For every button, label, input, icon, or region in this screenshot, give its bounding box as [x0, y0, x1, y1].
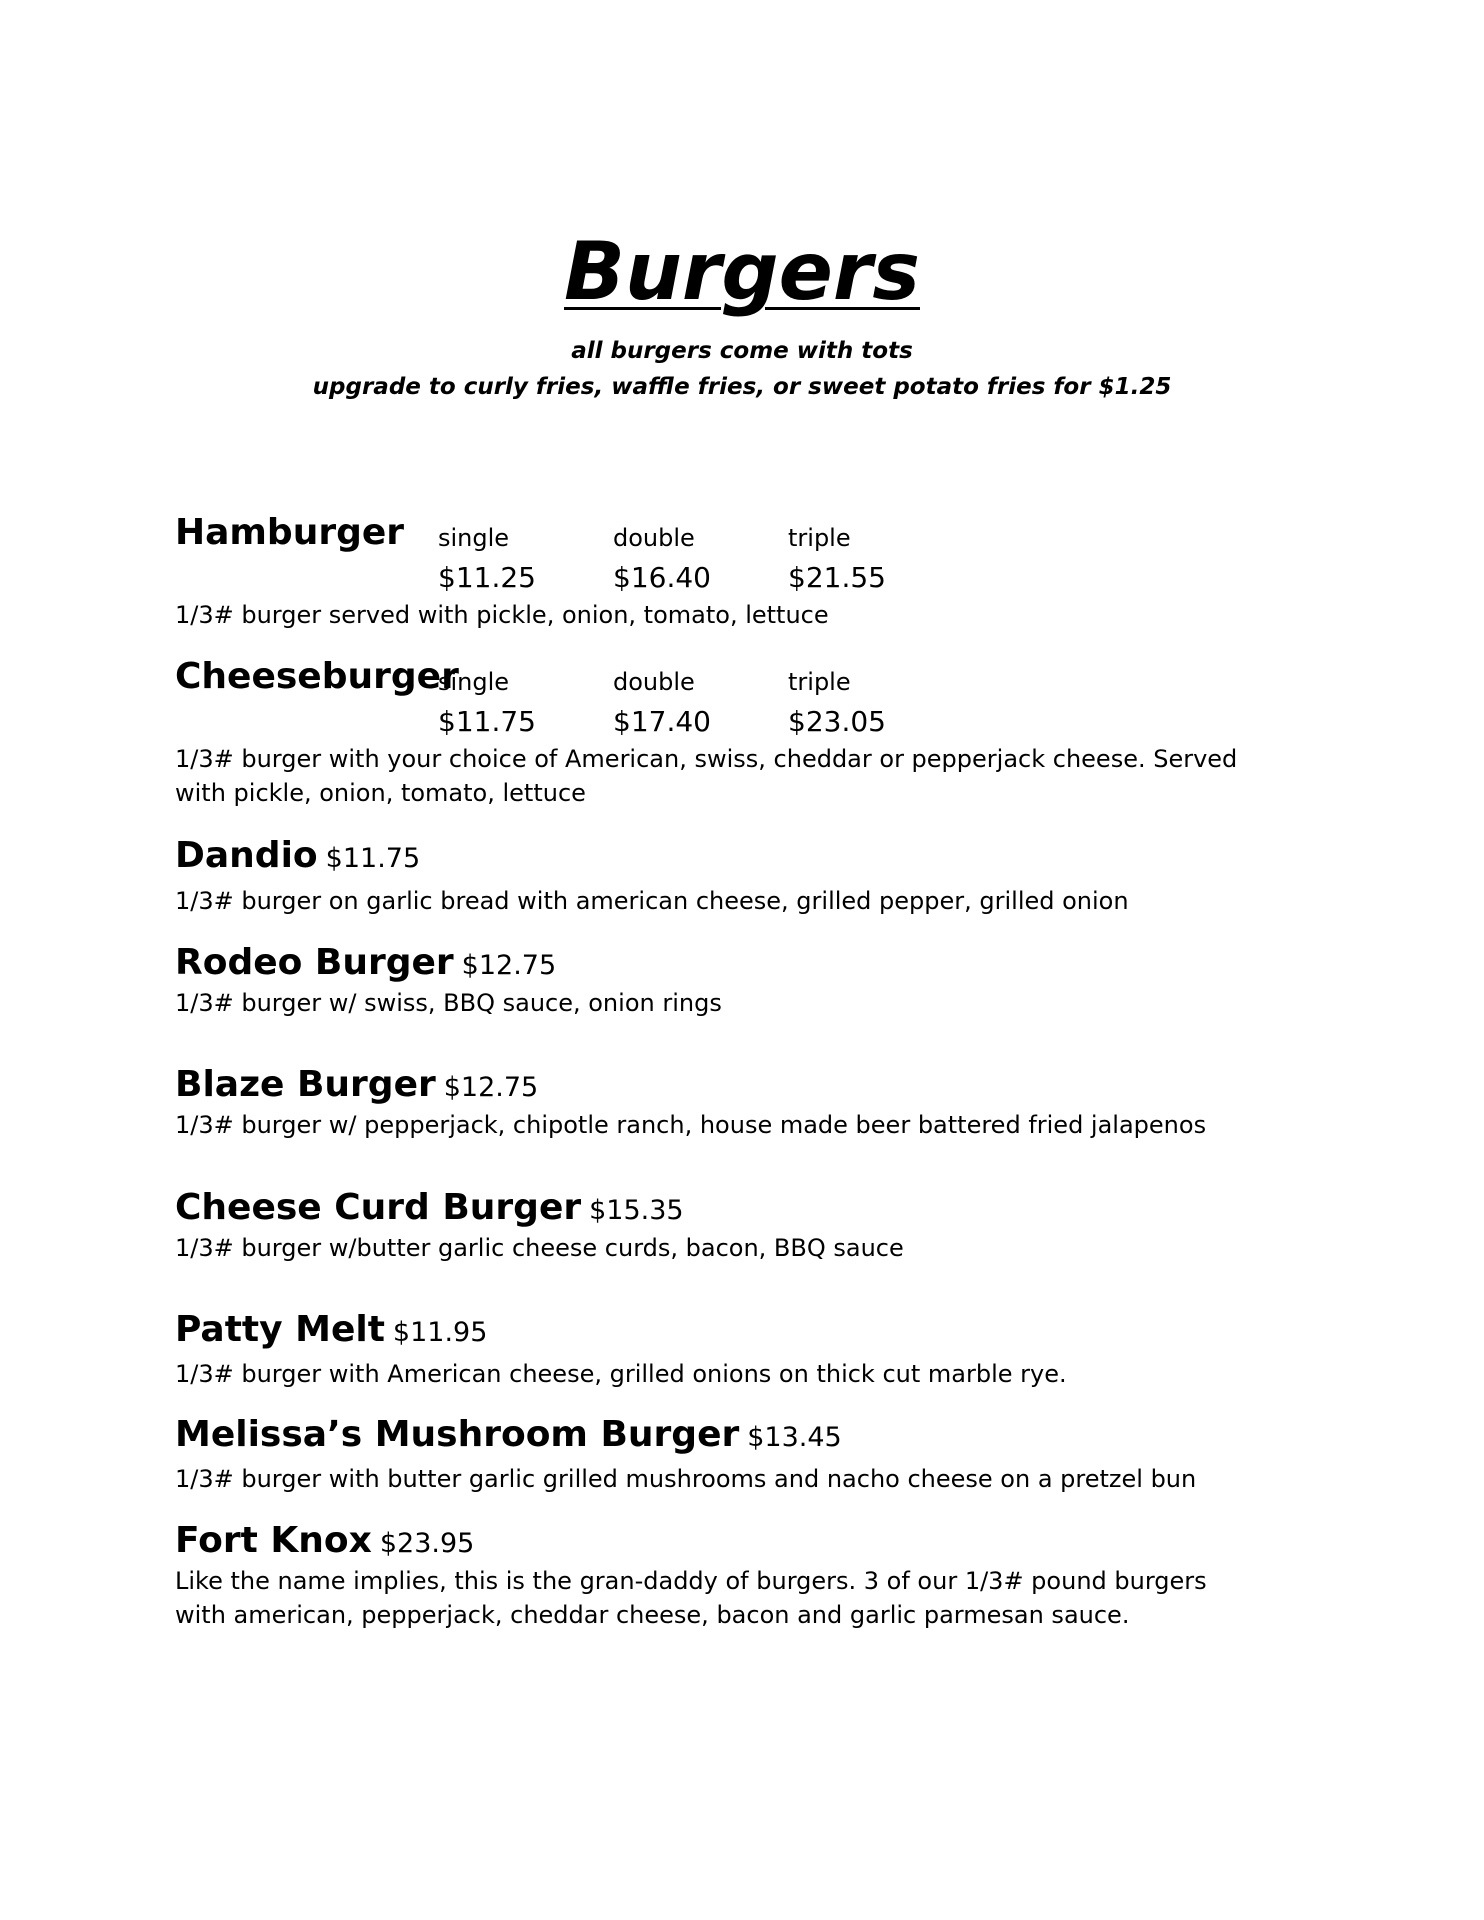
item-desc-dandio: 1/3# burger on garlic bread with american cheese, grilled pepper, grilled onion — [175, 887, 1129, 915]
price-single: $11.75 — [438, 705, 536, 738]
subtitle-tots: all burgers come with tots — [571, 338, 913, 364]
item-name: Cheese Curd Burger — [175, 1187, 582, 1228]
price-double: $17.40 — [613, 705, 711, 738]
menu-item-fort-knox — [175, 1520, 475, 1561]
size-label-double: double — [613, 668, 695, 696]
menu-item-patty-melt — [175, 1309, 488, 1350]
item-desc-cheese-curd-burger: 1/3# burger w/butter garlic cheese curds, bacon, BBQ sauce — [175, 1234, 904, 1262]
item-price: $11.95 — [392, 1317, 488, 1348]
item-price: $12.75 — [443, 1072, 539, 1103]
item-desc-patty-melt: 1/3# burger with American cheese, grilled onions on thick cut marble rye. — [175, 1360, 1067, 1388]
item-desc-cheeseburger: 1/3# burger with your choice of American, swiss, cheddar or pepperjack cheese. Served with pickle, onion, tomato, lettuce — [175, 745, 1238, 807]
item-name: Dandio — [175, 835, 318, 876]
item-price: $11.75 — [325, 843, 421, 874]
item-price: $15.35 — [589, 1195, 684, 1226]
price-double: $16.40 — [613, 561, 711, 594]
price-single: $11.25 — [438, 561, 536, 594]
menu-item-dandio — [175, 835, 421, 876]
item-name-hamburger: Hamburger — [175, 512, 405, 553]
menu-item-rodeo-burger — [175, 942, 557, 983]
item-desc-fort-knox: Like the name implies, this is the gran-daddy of burgers. 3 of our 1/3# pound burgers with american, pepperjack, cheddar cheese, bacon and garlic parmesan sauce. — [175, 1567, 1207, 1629]
item-name-cheeseburger: Cheeseburger — [175, 656, 459, 697]
size-label-single: single — [438, 668, 510, 696]
item-price: $13.45 — [747, 1422, 842, 1453]
item-desc-hamburger: 1/3# burger served with pickle, onion, tomato, lettuce — [175, 601, 829, 629]
page-title-text: Burgers — [564, 225, 920, 318]
item-price: $23.95 — [379, 1528, 475, 1559]
item-name: Melissa’s Mushroom Burger — [175, 1414, 740, 1455]
size-label-single: single — [438, 524, 510, 552]
menu-item-mushroom-burger — [175, 1414, 842, 1455]
size-label-triple: triple — [788, 524, 851, 552]
item-name: Rodeo Burger — [175, 942, 454, 983]
item-desc-mushroom-burger: 1/3# burger with butter garlic grilled mushrooms and nacho cheese on a pretzel bun — [175, 1465, 1197, 1493]
page-title — [0, 225, 1484, 318]
menu-item-blaze-burger — [175, 1064, 539, 1105]
subtitle-upgrade: upgrade to curly fries, waffle fries, or sweet potato fries for $1.25 — [312, 374, 1172, 400]
size-label-double: double — [613, 524, 695, 552]
item-name: Blaze Burger — [175, 1064, 436, 1105]
item-price: $12.75 — [461, 950, 557, 981]
price-triple: $23.05 — [788, 705, 886, 738]
item-name: Fort Knox — [175, 1520, 372, 1561]
menu-item-cheese-curd-burger — [175, 1187, 684, 1228]
price-triple: $21.55 — [788, 561, 886, 594]
size-label-triple: triple — [788, 668, 851, 696]
item-desc-rodeo-burger: 1/3# burger w/ swiss, BBQ sauce, onion rings — [175, 989, 722, 1017]
item-name: Patty Melt — [175, 1309, 385, 1350]
item-desc-blaze-burger: 1/3# burger w/ pepperjack, chipotle ranch, house made beer battered fried jalapenos — [175, 1111, 1207, 1139]
